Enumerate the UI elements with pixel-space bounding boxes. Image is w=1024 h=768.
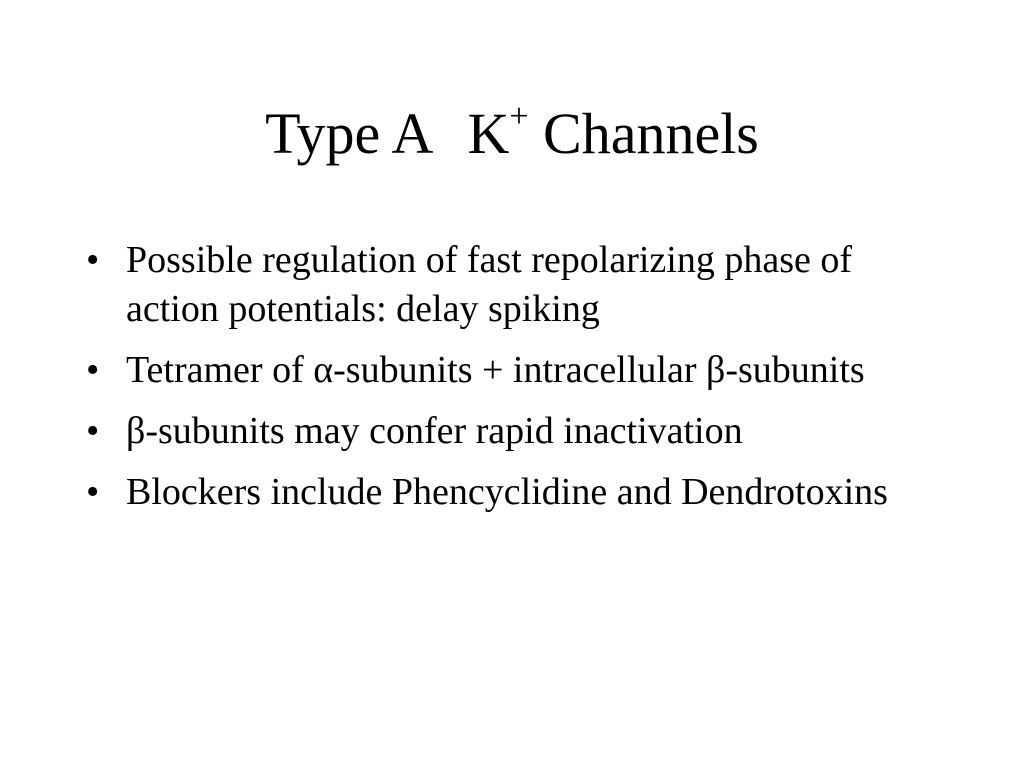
bullet-icon: • <box>86 239 100 281</box>
slide-title <box>0 98 1024 170</box>
bullet-item <box>86 236 946 334</box>
title-superscript-plus: + <box>509 97 529 135</box>
title-part-type-a: Type A <box>265 101 434 166</box>
bullet-list <box>86 236 946 529</box>
title-part-channels: Channels <box>528 101 759 166</box>
title-part-k: K <box>467 101 510 166</box>
bullet-item <box>86 407 946 456</box>
bullet-text: Tetramer of α-subunits + intracellular β-subunits <box>126 349 865 391</box>
bullet-item <box>86 468 946 517</box>
bullet-icon: • <box>86 349 100 391</box>
bullet-icon: • <box>86 471 100 513</box>
bullet-item <box>86 346 946 395</box>
bullet-text: Blockers include Phencyclidine and Dendrotoxins <box>126 471 888 513</box>
bullet-text: β-subunits may confer rapid inactivation <box>126 410 743 452</box>
bullet-text: Possible regulation of fast repolarizing phase of action potentials: delay spiking <box>126 239 853 330</box>
bullet-icon: • <box>86 410 100 452</box>
